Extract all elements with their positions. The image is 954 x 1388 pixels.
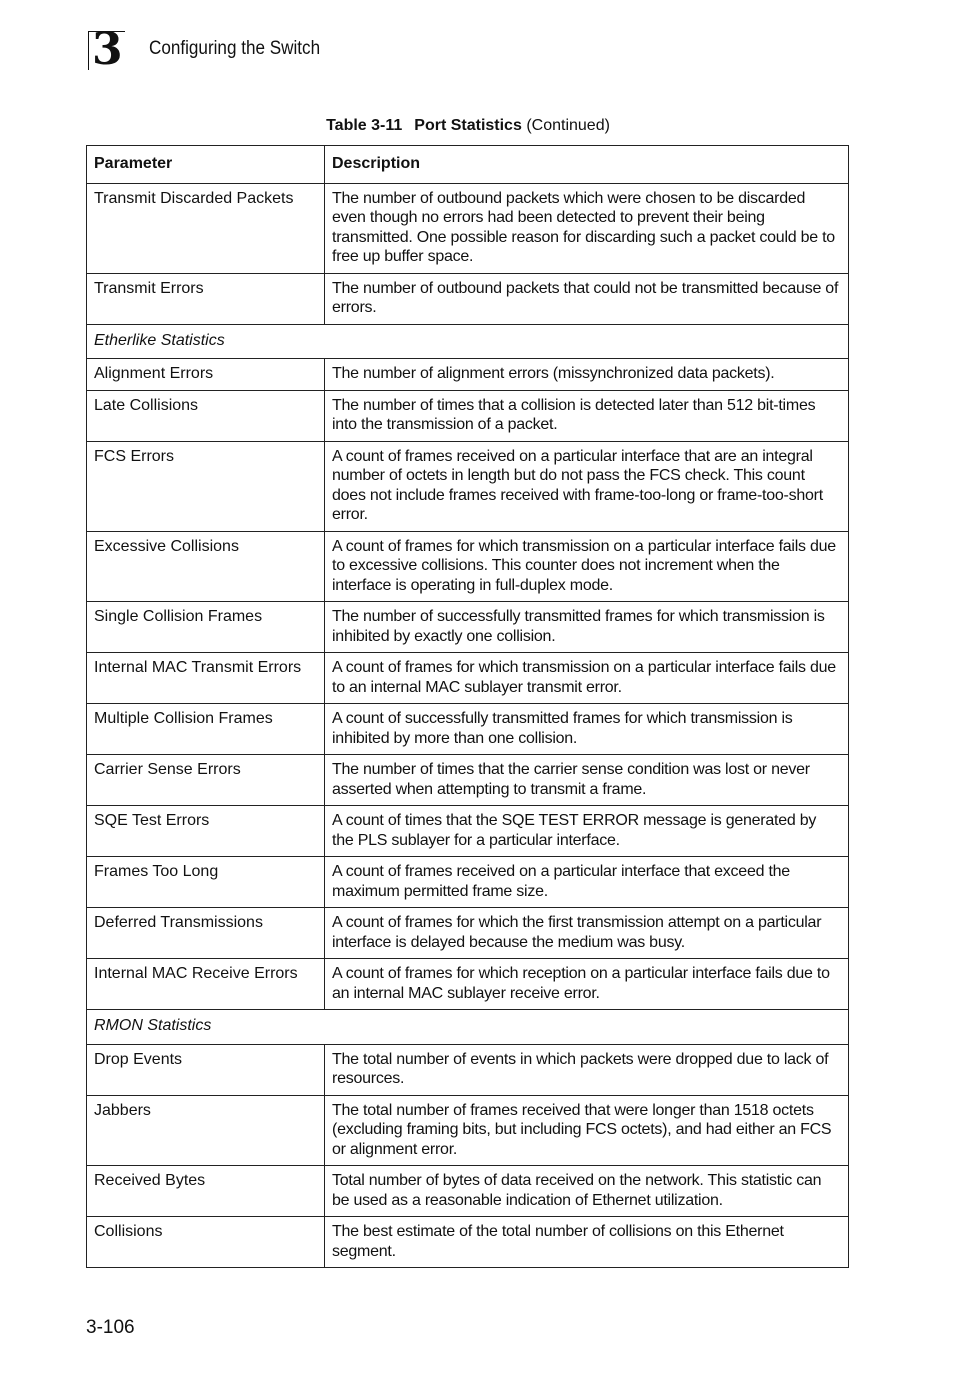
parameter-cell: Internal MAC Transmit Errors — [87, 653, 325, 704]
page-number: 3-106 — [86, 1317, 135, 1338]
parameter-cell: SQE Test Errors — [87, 806, 325, 857]
table-row — [87, 755, 849, 806]
table-row — [87, 857, 849, 908]
description-cell: The number of outbound packets which were chosen to be discarded even though no errors had been detected to prevent their being transmitted. One possible reason for discarding such a packet could be to free up buffer space. — [325, 183, 849, 273]
parameter-cell: Frames Too Long — [87, 857, 325, 908]
parameter-cell: Internal MAC Receive Errors — [87, 959, 325, 1010]
description-cell: A count of frames for which transmission on a particular interface fails due to an internal MAC sublayer transmit error. — [325, 653, 849, 704]
parameter-cell: Late Collisions — [87, 390, 325, 441]
table-row — [87, 441, 849, 531]
chapter-number: 3 — [92, 24, 123, 75]
description-cell: The total number of frames received that were longer than 1518 octets (excluding framing bits, but including FCS octets), and had either an FCS or alignment error. — [325, 1095, 849, 1166]
description-cell: The number of outbound packets that could not be transmitted because of errors. — [325, 273, 849, 324]
table-row — [87, 359, 849, 391]
parameter-cell: Collisions — [87, 1217, 325, 1268]
table-row — [87, 531, 849, 602]
description-cell: A count of frames received on a particular interface that are an integral number of octets in length but do not pass the FCS check. This count does not include frames received with frame-too-long or frame-too-short error. — [325, 441, 849, 531]
section-heading: Etherlike Statistics — [87, 324, 849, 359]
parameter-cell: Drop Events — [87, 1044, 325, 1095]
description-cell: The number of successfully transmitted frames for which transmission is inhibited by exactly one collision. — [325, 602, 849, 653]
description-cell: A count of frames for which the first transmission attempt on a particular interface is delayed because the medium was busy. — [325, 908, 849, 959]
parameter-cell: Single Collision Frames — [87, 602, 325, 653]
parameter-cell: Transmit Discarded Packets — [87, 183, 325, 273]
parameter-cell: Jabbers — [87, 1095, 325, 1166]
parameter-cell: FCS Errors — [87, 441, 325, 531]
description-cell: A count of frames received on a particular interface that exceed the maximum permitted frame size. — [325, 857, 849, 908]
table-caption-name: Port Statistics — [414, 117, 522, 134]
table-caption — [0, 117, 936, 135]
description-cell: The best estimate of the total number of collisions on this Ethernet segment. — [325, 1217, 849, 1268]
parameter-cell: Alignment Errors — [87, 359, 325, 391]
parameter-cell: Deferred Transmissions — [87, 908, 325, 959]
description-cell: A count of frames for which reception on a particular interface fails due to an internal MAC sublayer receive error. — [325, 959, 849, 1010]
description-cell: The number of alignment errors (missynchronized data packets). — [325, 359, 849, 391]
description-cell: A count of frames for which transmission on a particular interface fails due to excessive collisions. This counter does not increment when the interface is operating in full-duplex mode. — [325, 531, 849, 602]
table-row — [87, 183, 849, 273]
parameter-cell: Excessive Collisions — [87, 531, 325, 602]
table-row — [87, 1166, 849, 1217]
parameter-cell: Multiple Collision Frames — [87, 704, 325, 755]
parameter-cell: Transmit Errors — [87, 273, 325, 324]
table-row — [87, 959, 849, 1010]
table-row — [87, 653, 849, 704]
table-row — [87, 390, 849, 441]
table-row — [87, 1217, 849, 1268]
table-row — [87, 704, 849, 755]
table-section-row — [87, 324, 849, 359]
table-row — [87, 273, 849, 324]
table-row — [87, 602, 849, 653]
column-header-description: Description — [325, 146, 849, 184]
description-cell: Total number of bytes of data received on the network. This statistic can be used as a reasonable indication of Ethernet utilization. — [325, 1166, 849, 1217]
description-cell: A count of successfully transmitted frames for which transmission is inhibited by more than one collision. — [325, 704, 849, 755]
description-cell: The number of times that the carrier sense condition was lost or never asserted when attempting to transmit a frame. — [325, 755, 849, 806]
table-row — [87, 908, 849, 959]
table-header-row — [87, 146, 849, 184]
parameter-cell: Received Bytes — [87, 1166, 325, 1217]
table-row — [87, 1095, 849, 1166]
table-row — [87, 1044, 849, 1095]
description-cell: The total number of events in which packets were dropped due to lack of resources. — [325, 1044, 849, 1095]
description-cell: A count of times that the SQE TEST ERROR message is generated by the PLS sublayer for a particular interface. — [325, 806, 849, 857]
table-caption-suffix: (Continued) — [526, 117, 610, 134]
section-heading: RMON Statistics — [87, 1010, 849, 1045]
table-caption-label: Table 3-11 — [326, 117, 403, 134]
table-section-row — [87, 1010, 849, 1045]
table-row — [87, 806, 849, 857]
column-header-parameter: Parameter — [87, 146, 325, 184]
port-statistics-table — [86, 145, 849, 1268]
table-body — [87, 183, 849, 1268]
parameter-cell: Carrier Sense Errors — [87, 755, 325, 806]
description-cell: The number of times that a collision is detected later than 512 bit-times into the transmission of a packet. — [325, 390, 849, 441]
running-header-title: Configuring the Switch — [149, 38, 321, 59]
